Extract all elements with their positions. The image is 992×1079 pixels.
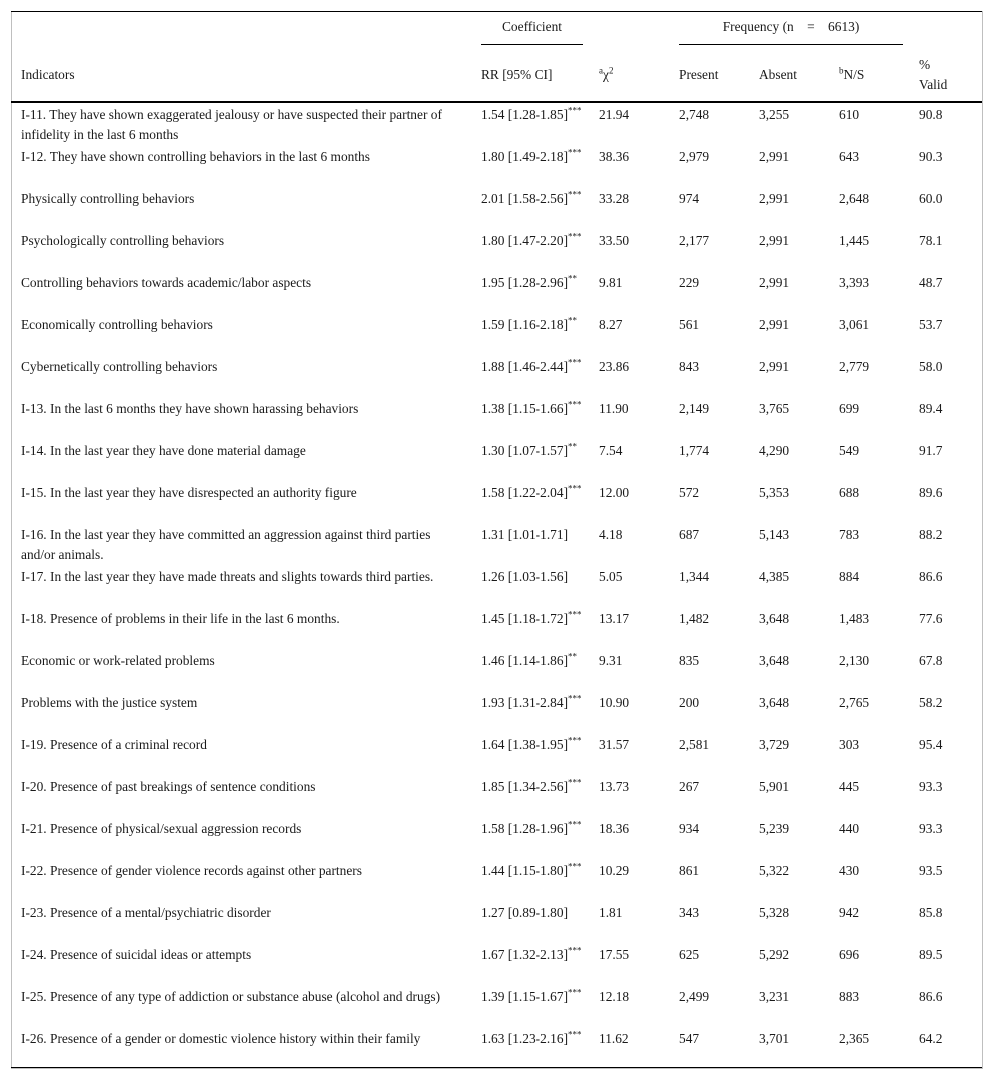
rr-cell: 1.46 [1.14-1.86]**	[481, 651, 578, 668]
rr-cell: 1.31 [1.01-1.71]	[481, 527, 569, 542]
valid-cell: 89.5	[919, 947, 943, 962]
valid-cell: 58.2	[919, 695, 943, 710]
significance-marker: ***	[568, 357, 582, 368]
chi-square-cell: 13.73	[599, 779, 630, 794]
absent-cell: 5,292	[759, 947, 790, 962]
absent-cell: 3,648	[759, 695, 790, 710]
table-row	[11, 102, 982, 145]
significance-marker: ***	[568, 609, 582, 620]
valid-cell: 86.6	[919, 569, 943, 584]
header-group-row	[11, 12, 982, 47]
ns-cell: 440	[839, 821, 860, 836]
present-cell: 1,344	[679, 569, 710, 584]
rr-cell: 1.45 [1.18-1.72]***	[481, 609, 582, 626]
rr-cell: 1.93 [1.31-2.84]***	[481, 693, 582, 710]
indicators-header: Indicators	[21, 67, 75, 82]
present-cell: 267	[679, 779, 700, 794]
table-body	[11, 102, 982, 1069]
indicator-cell: I-18. Presence of problems in their life in the last 6 months.	[21, 611, 340, 626]
indicator-cell: I-12. They have shown controlling behaviors in the last 6 months	[21, 149, 370, 164]
indicator-cell: I-23. Presence of a mental/psychiatric disorder	[21, 905, 271, 920]
ns-cell: 3,393	[839, 275, 870, 290]
indicator-cell: I-13. In the last 6 months they have shown harassing behaviors	[21, 401, 359, 416]
chi-square-cell: 8.27	[599, 317, 623, 332]
valid-header: % Valid	[919, 57, 948, 92]
significance-marker: **	[568, 651, 578, 662]
absent-cell: 3,729	[759, 737, 790, 752]
significance-marker: ***	[568, 105, 582, 116]
table-row	[11, 481, 982, 523]
rr-cell: 1.26 [1.03-1.56]	[481, 569, 569, 584]
rr-cell: 1.59 [1.16-2.18]**	[481, 315, 578, 332]
valid-cell: 88.2	[919, 527, 943, 542]
chi-square-cell: 13.17	[599, 611, 630, 626]
valid-cell: 89.4	[919, 401, 943, 416]
significance-marker: ***	[568, 693, 582, 704]
chi-square-cell: 4.18	[599, 527, 623, 542]
present-cell: 934	[679, 821, 700, 836]
present-cell: 2,499	[679, 989, 710, 1004]
significance-marker: ***	[568, 987, 582, 998]
indicator-cell: Economically controlling behaviors	[21, 317, 213, 332]
rr-cell: 1.58 [1.28-1.96]***	[481, 819, 582, 836]
indicator-cell: I-16. In the last year they have committed an aggression against third parties and/or animals.	[21, 527, 431, 562]
table-row	[11, 565, 982, 607]
chi-square-cell: 38.36	[599, 149, 630, 164]
rr-cell: 1.44 [1.15-1.80]***	[481, 861, 582, 878]
table-row	[11, 943, 982, 985]
significance-marker: ***	[568, 483, 582, 494]
significance-marker: **	[568, 315, 578, 326]
rr-cell: 1.88 [1.46-2.44]***	[481, 357, 582, 374]
rr-header: RR [95% CI]	[481, 67, 553, 82]
risk-indicators-table	[11, 12, 982, 1069]
valid-cell: 60.0	[919, 191, 943, 206]
valid-cell: 58.0	[919, 359, 943, 374]
rr-cell: 1.67 [1.32-2.13]***	[481, 945, 582, 962]
present-cell: 229	[679, 275, 700, 290]
ns-cell: 699	[839, 401, 860, 416]
chi-square-cell: 31.57	[599, 737, 630, 752]
present-cell: 1,482	[679, 611, 710, 626]
ns-cell: 549	[839, 443, 860, 458]
absent-cell: 5,353	[759, 485, 790, 500]
rr-cell: 2.01 [1.58-2.56]***	[481, 189, 582, 206]
rr-cell: 1.80 [1.49-2.18]***	[481, 147, 582, 164]
valid-cell: 48.7	[919, 275, 943, 290]
header-column-row	[11, 47, 982, 102]
significance-marker: ***	[568, 735, 582, 746]
significance-marker: ***	[568, 399, 582, 410]
rr-cell: 1.54 [1.28-1.85]***	[481, 105, 582, 122]
table-row	[11, 313, 982, 355]
chi-square-cell: 5.05	[599, 569, 623, 584]
absent-cell: 3,648	[759, 653, 790, 668]
absent-cell: 2,991	[759, 359, 790, 374]
chi-square-header: $^a\chi^2$	[599, 65, 614, 82]
ns-cell: 303	[839, 737, 860, 752]
present-cell: 2,748	[679, 107, 710, 122]
present-cell: 974	[679, 191, 700, 206]
indicator-cell: I-25. Presence of any type of addiction or substance abuse (alcohol and drugs)	[21, 989, 441, 1004]
chi-square-cell: 23.86	[599, 359, 630, 374]
present-cell: 561	[679, 317, 700, 332]
indicator-cell: I-24. Presence of suicidal ideas or attempts	[21, 947, 252, 962]
indicator-cell: Psychologically controlling behaviors	[21, 233, 225, 248]
present-cell: 200	[679, 695, 700, 710]
table-row	[11, 649, 982, 691]
valid-cell: 67.8	[919, 653, 943, 668]
indicator-cell: Problems with the justice system	[21, 695, 198, 710]
valid-cell: 93.5	[919, 863, 943, 878]
indicator-cell: I-21. Presence of physical/sexual aggression records	[21, 821, 302, 836]
ns-header: $^b$N/S	[839, 65, 865, 82]
significance-marker: ***	[568, 1029, 582, 1040]
indicator-cell: Controlling behaviors towards academic/labor aspects	[21, 275, 312, 290]
significance-marker: ***	[568, 189, 582, 200]
ns-cell: 445	[839, 779, 860, 794]
chi-square-cell: 1.81	[599, 905, 623, 920]
chi-square-cell: 21.94	[599, 107, 630, 122]
rr-cell: 1.85 [1.34-2.56]***	[481, 777, 582, 794]
indicator-cell: I-14. In the last year they have done material damage	[21, 443, 306, 458]
chi-square-cell: 18.36	[599, 821, 630, 836]
significance-marker: **	[568, 441, 578, 452]
rr-cell: 1.27 [0.89-1.80]	[481, 905, 569, 920]
ns-cell: 2,765	[839, 695, 870, 710]
ns-cell: 610	[839, 107, 860, 122]
chi-square-cell: 7.54	[599, 443, 623, 458]
ns-cell: 2,648	[839, 191, 870, 206]
table-row	[11, 397, 982, 439]
table-row	[11, 355, 982, 397]
table-row	[11, 691, 982, 733]
rr-cell: 1.95 [1.28-2.96]**	[481, 273, 578, 290]
present-cell: 343	[679, 905, 700, 920]
absent-cell: 5,143	[759, 527, 790, 542]
absent-cell: 2,991	[759, 233, 790, 248]
frequency-group-header: Frequency (n = 6613)	[679, 17, 903, 45]
present-header: Present	[679, 67, 719, 82]
table-row	[11, 1027, 982, 1069]
ns-cell: 2,130	[839, 653, 870, 668]
table-row	[11, 607, 982, 649]
absent-cell: 3,648	[759, 611, 790, 626]
ns-cell: 3,061	[839, 317, 870, 332]
absent-cell: 3,701	[759, 1031, 790, 1046]
absent-cell: 5,328	[759, 905, 790, 920]
ns-cell: 1,445	[839, 233, 870, 248]
table-row	[11, 859, 982, 901]
table-row	[11, 817, 982, 859]
chi-square-cell: 33.50	[599, 233, 630, 248]
present-cell: 625	[679, 947, 700, 962]
ns-cell: 884	[839, 569, 860, 584]
ns-cell: 883	[839, 989, 860, 1004]
valid-cell: 78.1	[919, 233, 943, 248]
significance-marker: **	[568, 273, 578, 284]
table-row	[11, 523, 982, 565]
chi-square-cell: 11.90	[599, 401, 629, 416]
present-cell: 547	[679, 1031, 700, 1046]
valid-cell: 90.3	[919, 149, 943, 164]
ns-cell: 1,483	[839, 611, 870, 626]
absent-cell: 2,991	[759, 317, 790, 332]
ns-cell: 643	[839, 149, 860, 164]
chi-square-cell: 9.31	[599, 653, 623, 668]
present-cell: 2,581	[679, 737, 710, 752]
present-cell: 572	[679, 485, 700, 500]
valid-cell: 93.3	[919, 779, 943, 794]
absent-cell: 4,385	[759, 569, 790, 584]
indicator-cell: I-22. Presence of gender violence records against other partners	[21, 863, 362, 878]
coefficient-group-header: Coefficient	[481, 17, 583, 45]
valid-cell: 64.2	[919, 1031, 943, 1046]
absent-cell: 3,231	[759, 989, 790, 1004]
table-row	[11, 187, 982, 229]
rr-cell: 1.58 [1.22-2.04]***	[481, 483, 582, 500]
chi-square-cell: 9.81	[599, 275, 623, 290]
significance-marker: ***	[568, 861, 582, 872]
present-cell: 2,149	[679, 401, 710, 416]
indicator-cell: Economic or work-related problems	[21, 653, 215, 668]
chi-square-cell: 33.28	[599, 191, 630, 206]
indicator-cell: I-26. Presence of a gender or domestic violence history within their family	[21, 1031, 421, 1046]
table-row	[11, 439, 982, 481]
present-cell: 835	[679, 653, 700, 668]
ns-cell: 696	[839, 947, 860, 962]
indicator-cell: I-17. In the last year they have made threats and slights towards third parties.	[21, 569, 434, 584]
valid-cell: 53.7	[919, 317, 943, 332]
valid-cell: 85.8	[919, 905, 943, 920]
table-row	[11, 985, 982, 1027]
indicator-cell: I-11. They have shown exaggerated jealousy or have suspected their partner of infidelity in the last 6 months	[21, 107, 442, 142]
absent-cell: 5,901	[759, 779, 790, 794]
indicator-cell: Cybernetically controlling behaviors	[21, 359, 218, 374]
significance-marker: ***	[568, 777, 582, 788]
absent-header: Absent	[759, 67, 797, 82]
significance-marker: ***	[568, 819, 582, 830]
valid-cell: 95.4	[919, 737, 943, 752]
chi-square-cell: 10.29	[599, 863, 630, 878]
absent-cell: 4,290	[759, 443, 790, 458]
present-cell: 687	[679, 527, 700, 542]
valid-cell: 77.6	[919, 611, 943, 626]
rr-cell: 1.39 [1.15-1.67]***	[481, 987, 582, 1004]
indicator-cell: Physically controlling behaviors	[21, 191, 195, 206]
table-bottom-rule	[11, 1067, 982, 1068]
absent-cell: 3,255	[759, 107, 790, 122]
present-cell: 861	[679, 863, 700, 878]
rr-cell: 1.38 [1.15-1.66]***	[481, 399, 582, 416]
chi-square-cell: 12.00	[599, 485, 630, 500]
valid-cell: 91.7	[919, 443, 943, 458]
valid-cell: 90.8	[919, 107, 943, 122]
rr-cell: 1.64 [1.38-1.95]***	[481, 735, 582, 752]
chi-square-cell: 17.55	[599, 947, 630, 962]
absent-cell: 2,991	[759, 191, 790, 206]
rr-cell: 1.80 [1.47-2.20]***	[481, 231, 582, 248]
chi-square-cell: 12.18	[599, 989, 630, 1004]
absent-cell: 3,765	[759, 401, 790, 416]
ns-cell: 2,365	[839, 1031, 870, 1046]
indicator-cell: I-15. In the last year they have disrespected an authority figure	[21, 485, 357, 500]
table-row	[11, 775, 982, 817]
significance-marker: ***	[568, 945, 582, 956]
present-cell: 1,774	[679, 443, 710, 458]
significance-marker: ***	[568, 231, 582, 242]
table-row	[11, 733, 982, 775]
valid-cell: 86.6	[919, 989, 943, 1004]
absent-cell: 5,322	[759, 863, 790, 878]
indicator-cell: I-20. Presence of past breakings of sentence conditions	[21, 779, 316, 794]
present-cell: 2,979	[679, 149, 710, 164]
present-cell: 843	[679, 359, 700, 374]
chi-square-cell: 11.62	[599, 1031, 629, 1046]
ns-cell: 942	[839, 905, 860, 920]
ns-cell: 688	[839, 485, 860, 500]
ns-cell: 430	[839, 863, 860, 878]
valid-cell: 93.3	[919, 821, 943, 836]
present-cell: 2,177	[679, 233, 710, 248]
table-row	[11, 229, 982, 271]
indicator-cell: I-19. Presence of a criminal record	[21, 737, 207, 752]
valid-cell: 89.6	[919, 485, 943, 500]
absent-cell: 5,239	[759, 821, 790, 836]
rr-cell: 1.30 [1.07-1.57]**	[481, 441, 578, 458]
table-row	[11, 145, 982, 187]
absent-cell: 2,991	[759, 149, 790, 164]
table-row	[11, 271, 982, 313]
absent-cell: 2,991	[759, 275, 790, 290]
table-row	[11, 901, 982, 943]
ns-cell: 2,779	[839, 359, 870, 374]
ns-cell: 783	[839, 527, 860, 542]
chi-square-cell: 10.90	[599, 695, 630, 710]
significance-marker: ***	[568, 147, 582, 158]
rr-cell: 1.63 [1.23-2.16]***	[481, 1029, 582, 1046]
